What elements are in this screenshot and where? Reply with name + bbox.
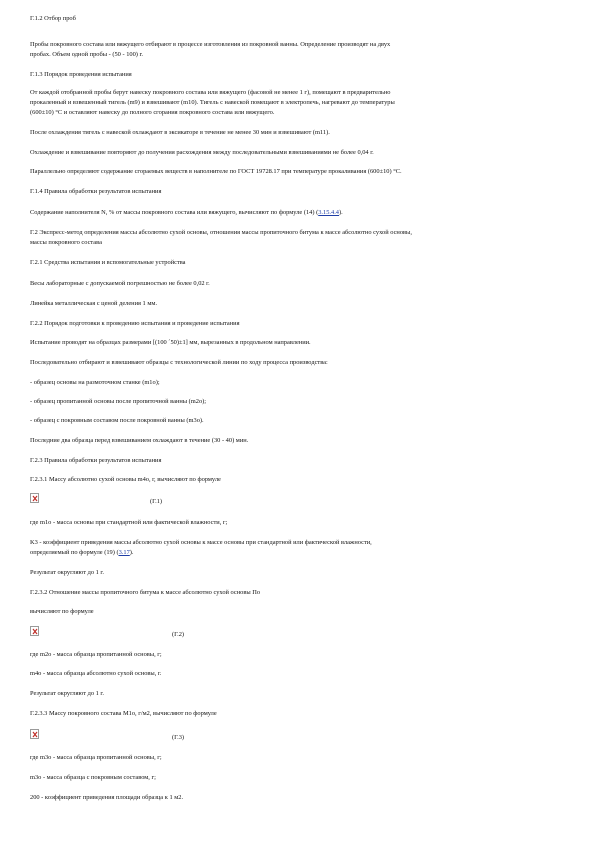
paragraph-line: Результат округляют до 1 г. bbox=[30, 690, 104, 697]
section-heading: Г.1.4 Правила обработки результатов испытания bbox=[30, 188, 162, 195]
equation-number: (Г.3) bbox=[172, 734, 185, 741]
paragraph-line: Г.2.3.1 Массу абсолютно сухой основы m4о, г, вычисляют по формуле bbox=[30, 476, 221, 483]
equation-number: (Г.1) bbox=[150, 498, 163, 505]
paragraph-line: Испытание проводят на образцах размерами [(100 ´50)±1] мм, вырезанных в продольном направлении. bbox=[30, 339, 311, 346]
paragraph-line: Результат округляют до 1 г. bbox=[30, 569, 104, 576]
broken-image-icon bbox=[30, 729, 39, 739]
paragraph-line: m3о - масса образца с покровным составом, г; bbox=[30, 774, 156, 781]
paragraph-line: пробах. Объем одной пробы - (50 - 100) г. bbox=[30, 51, 144, 58]
paragraph-line: где m1о - масса основы при стандартной или фактической влажности, г; bbox=[30, 519, 228, 526]
list-item: - образец пропитанной основы после пропиточной ванны (m2о); bbox=[30, 398, 207, 405]
list-item: - образец основы на размоточном станке (m1о); bbox=[30, 379, 160, 386]
paragraph-line: m4о - масса образца абсолютно сухой основы, г. bbox=[30, 670, 162, 677]
reference-link-3-17[interactable]: 3.17 bbox=[118, 549, 130, 556]
paragraph-line: Пробы покровного состава или вяжущего отбирают в процессе изготовления из покровной ванны. Определение производят на двух bbox=[30, 41, 391, 48]
paragraph-line: Охлаждение и взвешивание повторяют до получения расхождения между последовательными взвешиваниями не более 0,04 г. bbox=[30, 149, 374, 156]
section-heading: Г.2.2 Порядок подготовки к проведению испытания и проведение испытания bbox=[30, 320, 240, 327]
reference-link-3-15-4-4[interactable]: 3.15.4.4 bbox=[318, 209, 339, 216]
paragraph-line: Линейка металлическая с ценой деления 1 мм. bbox=[30, 300, 158, 307]
paragraph-line bbox=[30, 208, 343, 218]
broken-image-icon bbox=[30, 626, 39, 636]
section-heading: Г.2.3 Правила обработки результатов испытания bbox=[30, 457, 162, 464]
paragraph-line: Г.2.3.2 Отношение массы пропиточного битума к массе абсолютно сухой основы Пo bbox=[30, 589, 261, 596]
paragraph-line: Параллельно определяют содержание сгораемых веществ в наполнителе по ГОСТ 19728.17 при температуре прокаливания (600±10) °С. bbox=[30, 168, 402, 175]
paragraph-line: Г.2.3.3 Массу покровного состава M1о, г/м2, вычисляют по формуле bbox=[30, 710, 217, 717]
paragraph-line: прокаленный и взвешенный тигель (m9) и взвешивают (m10). Тигель с навеской помещают в электропечь, нагревают до температуры bbox=[30, 99, 395, 106]
paragraph-line: После охлаждения тигель с навеской охлаждают в эксикаторе в течение не менее 30 мин и взвешивают (m11). bbox=[30, 129, 330, 136]
broken-image-icon bbox=[30, 493, 39, 503]
equation-number: (Г.2) bbox=[172, 631, 185, 638]
list-item: - образец с покровным составом после покровной ванны (m3о). bbox=[30, 417, 204, 424]
paragraph-line: где m2о - масса образца пропитанной основы, г; bbox=[30, 651, 162, 658]
paragraph-line: Последние два образца перед взвешиванием охлаждают в течение (30 - 40) мин. bbox=[30, 437, 249, 444]
paragraph-line: От каждой отобранной пробы берут навеску покровного состава или вяжущего (фасовой не менее 1 г), помещают в предварительно bbox=[30, 89, 391, 96]
paragraph-line: где m3о - масса образца пропитанной основы, г; bbox=[30, 754, 162, 761]
paragraph-text: ). bbox=[129, 549, 134, 556]
paragraph-line: вычисляют по формуле bbox=[30, 608, 94, 615]
paragraph-text: определяемый по формуле (19) ( bbox=[30, 549, 119, 556]
paragraph-line: K3 - коэффициент приведения массы абсолютно сухой основы к массе основы при стандартной или фактической влажности, bbox=[30, 539, 372, 546]
paragraph-line: Весы лабораторные с допускаемой погрешностью не более 0,02 г. bbox=[30, 280, 210, 287]
section-heading: Г.2.1 Средства испытания и вспомогательные устройства bbox=[30, 259, 186, 266]
section-heading: Г.1.3 Порядок проведения испытания bbox=[30, 71, 132, 78]
paragraph-line: 200 - коэффициент приведения площади образца к 1 м2. bbox=[30, 794, 184, 801]
section-heading: массы покровного состава bbox=[30, 239, 102, 246]
section-heading: Г.1.2 Отбор проб bbox=[30, 15, 76, 22]
paragraph-line: (600±10) °С и оставляют навеску до полного сгорания покровного состава или вяжущего. bbox=[30, 109, 275, 116]
paragraph-text: Содержание наполнителя N, % от массы покровного состава или вяжущего, вычисляют по формуле (14) ( bbox=[30, 209, 319, 216]
section-heading: Г.2 Экспресс-метод определения массы абсолютно сухой основы, отношения массы пропиточного битума к массе абсолютно сухой основы, bbox=[30, 229, 412, 236]
paragraph-line bbox=[30, 548, 134, 558]
paragraph-line: Последовательно отбирают и взвешивают образцы с технологической линии по ходу процесса производства: bbox=[30, 359, 328, 366]
paragraph-text: ). bbox=[339, 209, 343, 216]
